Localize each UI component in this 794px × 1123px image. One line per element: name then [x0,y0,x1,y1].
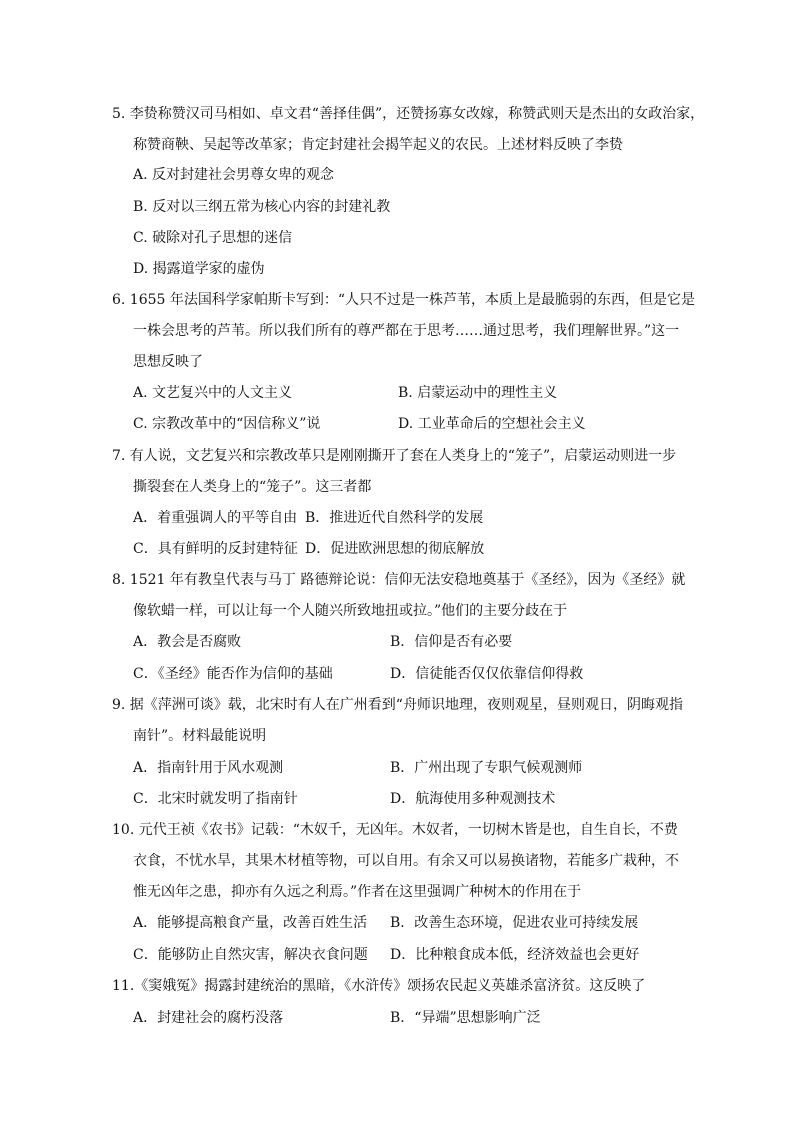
q10-option-d: D．比种粮食成本低，经济效益也会更好 [390,947,640,963]
q7-option-c: C．具有鲜明的反封建特征 [133,541,298,557]
q10-stem-line-2: 衣食，不忧水旱，其果木材植等物，可以自用。有余又可以易换诸物，若能多广栽种，不 [133,853,679,869]
q11-option-b: B．“异端”思想影响广泛 [390,1010,541,1026]
q11-option-a: A．封建社会的腐朽没落 [133,1010,284,1026]
q6-stem-line-1: 6. 1655 年法国科学家帕斯卡写到：“人只不过是一株芦苇，本质上是最脆弱的东西，但是它是 [112,292,696,308]
q9-stem-line-2: 南针”。材料最能说明 [133,728,267,744]
q5-option-a: A. 反对封建社会男尊女卑的观念 [133,167,335,183]
q8-stem-line-1: 8. 1521 年有教皇代表与马丁 路德辩论说：信仰无法安稳地奠基于《圣经》，因为《圣经》就 [112,572,686,588]
q8-option-d: D．信徒能否仅仅依靠信仰得救 [390,666,584,682]
q8-option-a: A．教会是否腐败 [133,634,242,650]
q10-option-c: C．能够防止自然灾害，解决衣食问题 [133,947,368,963]
q6-option-b: B. 启蒙运动中的理性主义 [398,385,558,401]
q8-option-c: C．《圣经》能否作为信仰的基础 [133,666,333,682]
q5-stem-line-1: 5. 李贽称赞汉司马相如、卓文君“善择佳偶”，还赞扬寡女改嫁，称赞武则天是杰出的女政治家， [112,106,705,122]
q6-option-a: A. 文艺复兴中的人文主义 [133,385,293,401]
q7-option-a: A．着重强调人的平等自由 [133,510,298,526]
q9-option-b: B．广州出现了专职气候观测师 [390,760,583,776]
q10-option-a: A．能够提高粮食产量，改善百姓生活 [133,915,368,931]
q8-stem-line-2: 像软蜡一样，可以让每一个人随兴所致地扭或拉。”他们的主要分歧在于 [133,603,568,619]
q11-stem-line-1: 11.《窦娥冤》揭露封建统治的黑暗，《水浒传》颂扬农民起义英雄杀富济贫。这反映了 [112,978,646,994]
q7-option-b: B．推进近代自然科学的发展 [305,510,484,526]
q6-option-d: D. 工业革命后的空想社会主义 [398,416,586,432]
q6-stem-line-3: 思想反映了 [133,354,203,370]
q9-option-d: D．航海使用多种观测技术 [390,791,556,807]
q10-option-b: B．改善生态环境，促进农业可持续发展 [390,915,639,931]
q10-stem-line-3: 惟无凶年之患，抑亦有久远之利焉。”作者在这里强调广种树木的作用在于 [133,884,582,900]
q9-stem-line-1: 9. 据《萍洲可谈》载，北宋时有人在广州看到“舟师识地理，夜则观星，昼则观日，阴晦观指 [112,697,683,713]
q7-option-d: D．促进欧洲思想的彻底解放 [305,541,485,557]
q9-option-a: A．指南针用于风水观测 [133,760,284,776]
q6-option-c: C. 宗教改革中的“因信称义”说 [133,416,321,432]
q5-stem-line-2: 称赞商鞅、吴起等改革家；肯定封建社会揭竿起义的农民。上述材料反映了李贽 [133,137,623,153]
q5-option-b: B. 反对以三纲五常为核心内容的封建礼教 [133,199,391,215]
q8-option-b: B．信仰是否有必要 [390,634,513,650]
q10-stem-line-1: 10. 元代王祯《农书》记载：“木奴千，无凶年。木奴者，一切树木皆是也，自生自长，不费 [112,822,678,838]
q7-stem-line-1: 7. 有人说，文艺复兴和宗教改革只是刚刚撕开了套在人类身上的“笼子”，启蒙运动则进一步 [112,448,677,464]
q7-stem-line-2: 撕裂套在人类身上的“笼子”。这三者都 [133,479,372,495]
q6-stem-line-2: 一株会思考的芦苇。所以我们所有的尊严都在于思考……通过思考，我们理解世界。”这一 [133,323,680,339]
q5-option-d: D. 揭露道学家的虚伪 [133,261,265,277]
q5-option-c: C. 破除对孔子思想的迷信 [133,230,293,246]
q9-option-c: C．北宋时就发明了指南针 [133,791,298,807]
